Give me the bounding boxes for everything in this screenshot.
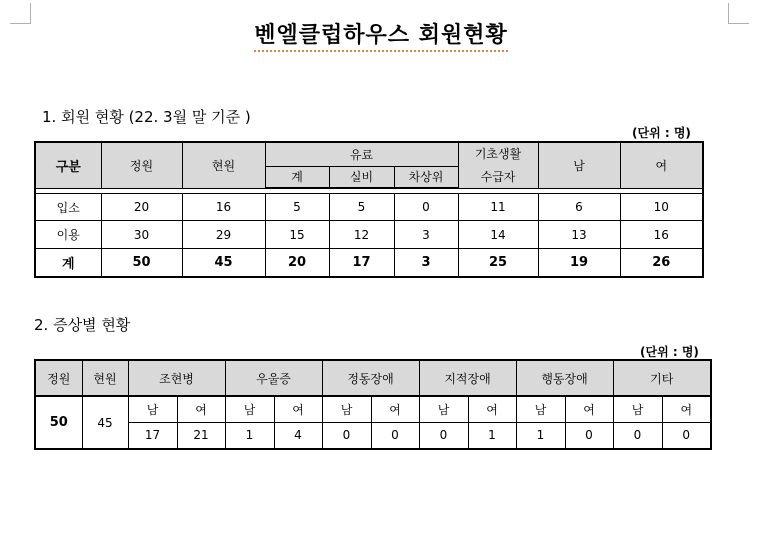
header-intellectual-disability: 지적장애: [419, 360, 516, 396]
header-current: 현원: [82, 360, 128, 396]
cell: 6: [538, 194, 620, 221]
header-behavior-disorder: 행동장애: [516, 360, 613, 396]
table-row: [35, 194, 703, 221]
cell: 20: [265, 249, 329, 277]
current-value: 45: [82, 396, 128, 449]
cell: 26: [620, 249, 703, 277]
cell: 25: [458, 249, 538, 277]
row-label: 이용: [35, 221, 101, 249]
sex-label: 여: [274, 396, 322, 422]
count-cell: 0: [419, 422, 468, 449]
section-2-unit: (단위 : 명): [640, 345, 699, 359]
header-male: 남: [538, 142, 620, 188]
count-cell: 0: [565, 422, 613, 449]
row-label: 입소: [35, 194, 101, 221]
cell: 10: [620, 194, 703, 221]
cell: 12: [329, 221, 394, 249]
cell: 16: [182, 194, 265, 221]
sex-label: 남: [419, 396, 468, 422]
sex-label: 남: [225, 396, 274, 422]
count-cell: 0: [662, 422, 711, 449]
count-cell: 0: [613, 422, 662, 449]
sex-label: 남: [322, 396, 371, 422]
count-cell: 21: [177, 422, 225, 449]
count-cell: 0: [322, 422, 371, 449]
sex-label: 남: [128, 396, 177, 422]
count-cell: 17: [128, 422, 177, 449]
cell: 11: [458, 194, 538, 221]
row-label: 계: [35, 249, 101, 277]
header-paid-near-poverty: 차상위: [394, 166, 458, 188]
cell: 45: [182, 249, 265, 277]
header-paid-self: 실비: [329, 166, 394, 188]
sex-label: 여: [371, 396, 419, 422]
table-row-total: [35, 249, 703, 277]
cell: 29: [182, 221, 265, 249]
header-mood-disorder: 정동장애: [322, 360, 419, 396]
cell: 3: [394, 221, 458, 249]
header-gubun: 구분: [35, 142, 101, 188]
count-cell: 1: [225, 422, 274, 449]
symptom-status-table: [34, 359, 712, 450]
header-depression: 우울증: [225, 360, 322, 396]
cell: 19: [538, 249, 620, 277]
header-basic-living: 기초생활 수급자: [458, 142, 538, 188]
cell: 50: [101, 249, 182, 277]
section-1-heading: 1. 회원 현황 (22. 3월 말 기준 ): [42, 108, 251, 126]
quota-value: 50: [35, 396, 82, 449]
header-female: 여: [620, 142, 703, 188]
table-row: [35, 221, 703, 249]
cell: 16: [620, 221, 703, 249]
cell: 5: [265, 194, 329, 221]
header-paid-total: 계: [265, 166, 329, 188]
cell: 30: [101, 221, 182, 249]
count-row: [35, 422, 711, 449]
section-1-unit: (단위 : 명): [632, 126, 691, 140]
sex-label: 여: [468, 396, 516, 422]
member-status-table: [34, 141, 704, 278]
sex-label: 여: [565, 396, 613, 422]
section-2-heading: 2. 증상별 현황: [34, 316, 131, 334]
cell: 13: [538, 221, 620, 249]
document-title: 벤엘클럽하우스 회원현황: [0, 18, 762, 49]
cell: 5: [329, 194, 394, 221]
count-cell: 0: [371, 422, 419, 449]
cell: 0: [394, 194, 458, 221]
cell: 20: [101, 194, 182, 221]
sex-label: 여: [177, 396, 225, 422]
sex-label-row: [35, 396, 711, 422]
header-quota: 정원: [35, 360, 82, 396]
count-cell: 1: [468, 422, 516, 449]
sex-label: 남: [613, 396, 662, 422]
sex-label: 여: [662, 396, 711, 422]
cell: 17: [329, 249, 394, 277]
cell: 14: [458, 221, 538, 249]
header-quota: 정원: [101, 142, 182, 188]
count-cell: 1: [516, 422, 565, 449]
header-current: 현원: [182, 142, 265, 188]
cell: 15: [265, 221, 329, 249]
header-schizophrenia: 조현병: [128, 360, 225, 396]
cell: 3: [394, 249, 458, 277]
header-other: 기타: [613, 360, 711, 396]
header-paid: 유료: [265, 142, 458, 166]
sex-label: 남: [516, 396, 565, 422]
count-cell: 4: [274, 422, 322, 449]
